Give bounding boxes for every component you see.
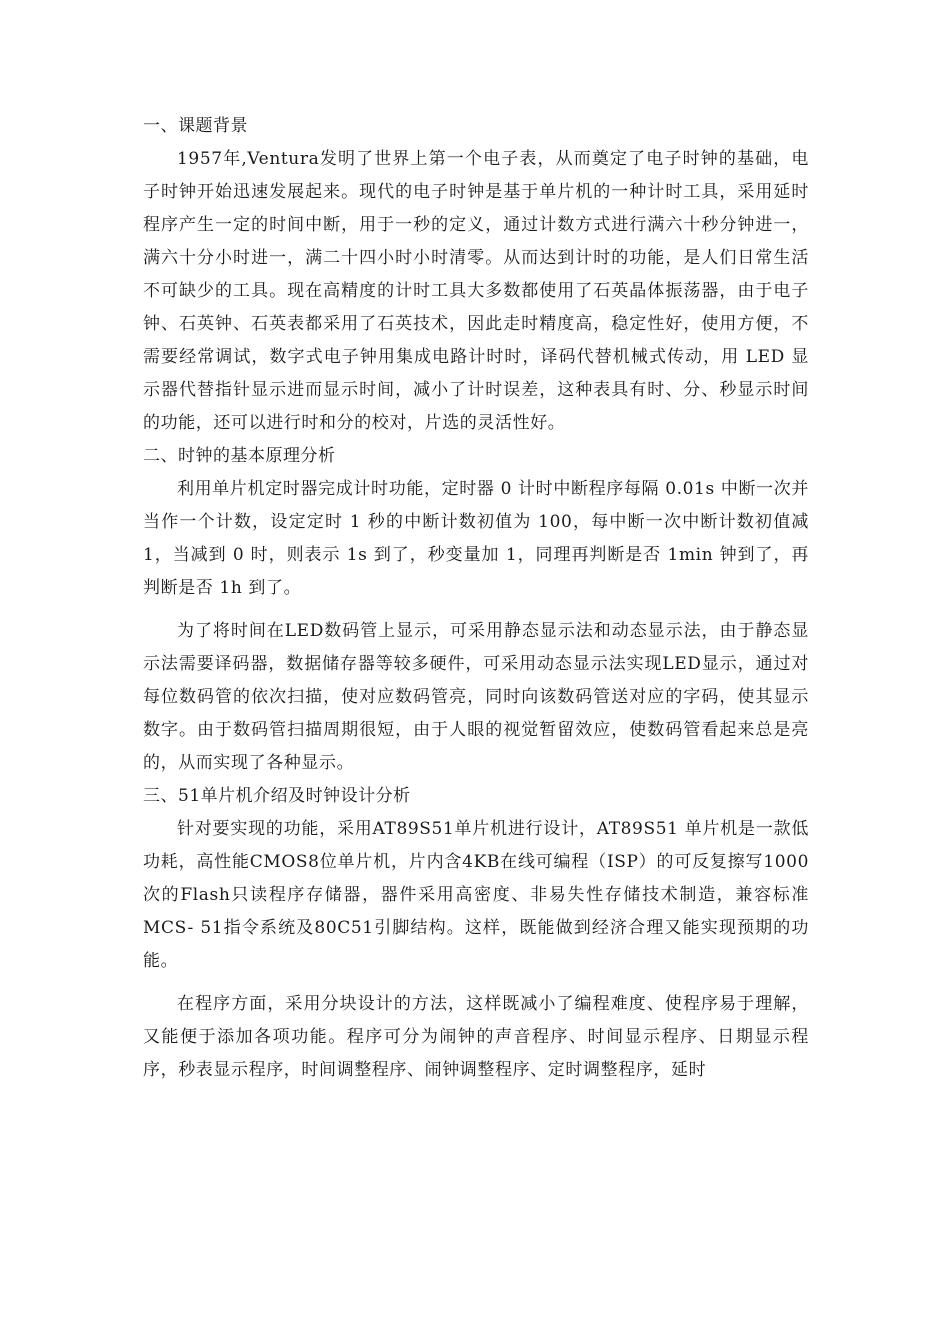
paragraph-program-design: 在程序方面，采用分块设计的方法，这样既减小了编程难度、使程序易于理解，又能便于添加各项功能。程序可分为闹钟的声音程序、时间显示程序、日期显示程序，秒表显示程序，时间调整程序、闹钟调整程序、定时调整程序，延时 (143, 994, 809, 1080)
paragraph-mcu-intro: 针对要实现的功能，采用AT89S51单片机进行设计，AT89S51 单片机是一款低功耗，高性能CMOS8位单片机，片内含4KB在线可编程（ISP）的可反复擦写1000次的Flash只读程序存储器，器件采用高密度、非易失性存储技术制造，兼容标准MCS- 51指令系统及80C51引脚结构。这样，既能做到经济合理又能实现预期的功能。 (143, 819, 809, 971)
paragraph-timer-principle: 利用单片机定时器完成计时功能，定时器 0 计时中断程序每隔 0.01s 中断一次并当作一个计数，设定定时 1 秒的中断计数初值为 100，每中断一次中断计数初值减 1，当减到 0 时，则表示 1s 到了，秒变量加 1，同理再判断是否 1min 钟到了，再判断是否 1h 到了。 (143, 479, 809, 598)
paragraph-gap (143, 978, 809, 988)
paragraph-gap (143, 605, 809, 615)
paragraph-led-display: 为了将时间在LED数码管上显示，可采用静态显示法和动态显示法，由于静态显示法需要译码器，数据储存器等较多硬件，可采用动态显示法实现LED显示，通过对每位数码管的依次扫描，使对应数码管亮，同时向该数码管送对应的字码，使其显示数字。由于数码管扫描周期很短，由于人眼的视觉暂留效应，使数码管看起来总是亮的，从而实现了各种显示。 (143, 621, 809, 773)
paragraph-background: 1957年,Ventura发明了世界上第一个电子表，从而奠定了电子时钟的基础，电子时钟开始迅速发展起来。现代的电子时钟是基于单片机的一种计时工具，采用延时程序产生一定的时间中断，用于一秒的定义，通过计数方式进行满六十秒分钟进一，满六十分小时进一，满二十四小时小时清零。从而达到计时的功能，是人们日常生活不可缺少的工具。现在高精度的计时工具大多数都使用了石英晶体振荡器，由于电子钟、石英钟、石英表都采用了石英技术，因此走时精度高，稳定性好，使用方便，不需要经常调试，数字式电子钟用集成电路计时时，译码代替机械式传动，用 LED 显示器代替指针显示进而显示时间，减小了计时误差，这种表具有时、分、秒显示时间的功能，还可以进行时和分的校对，片选的灵活性好。 (143, 149, 809, 433)
section-heading-principle: 二、时钟的基本原理分析 (143, 446, 336, 466)
document-page (143, 110, 809, 1087)
section-heading-mcu: 三、51单片机介绍及时钟设计分析 (143, 786, 411, 806)
section-heading-background: 一、课题背景 (143, 116, 248, 136)
